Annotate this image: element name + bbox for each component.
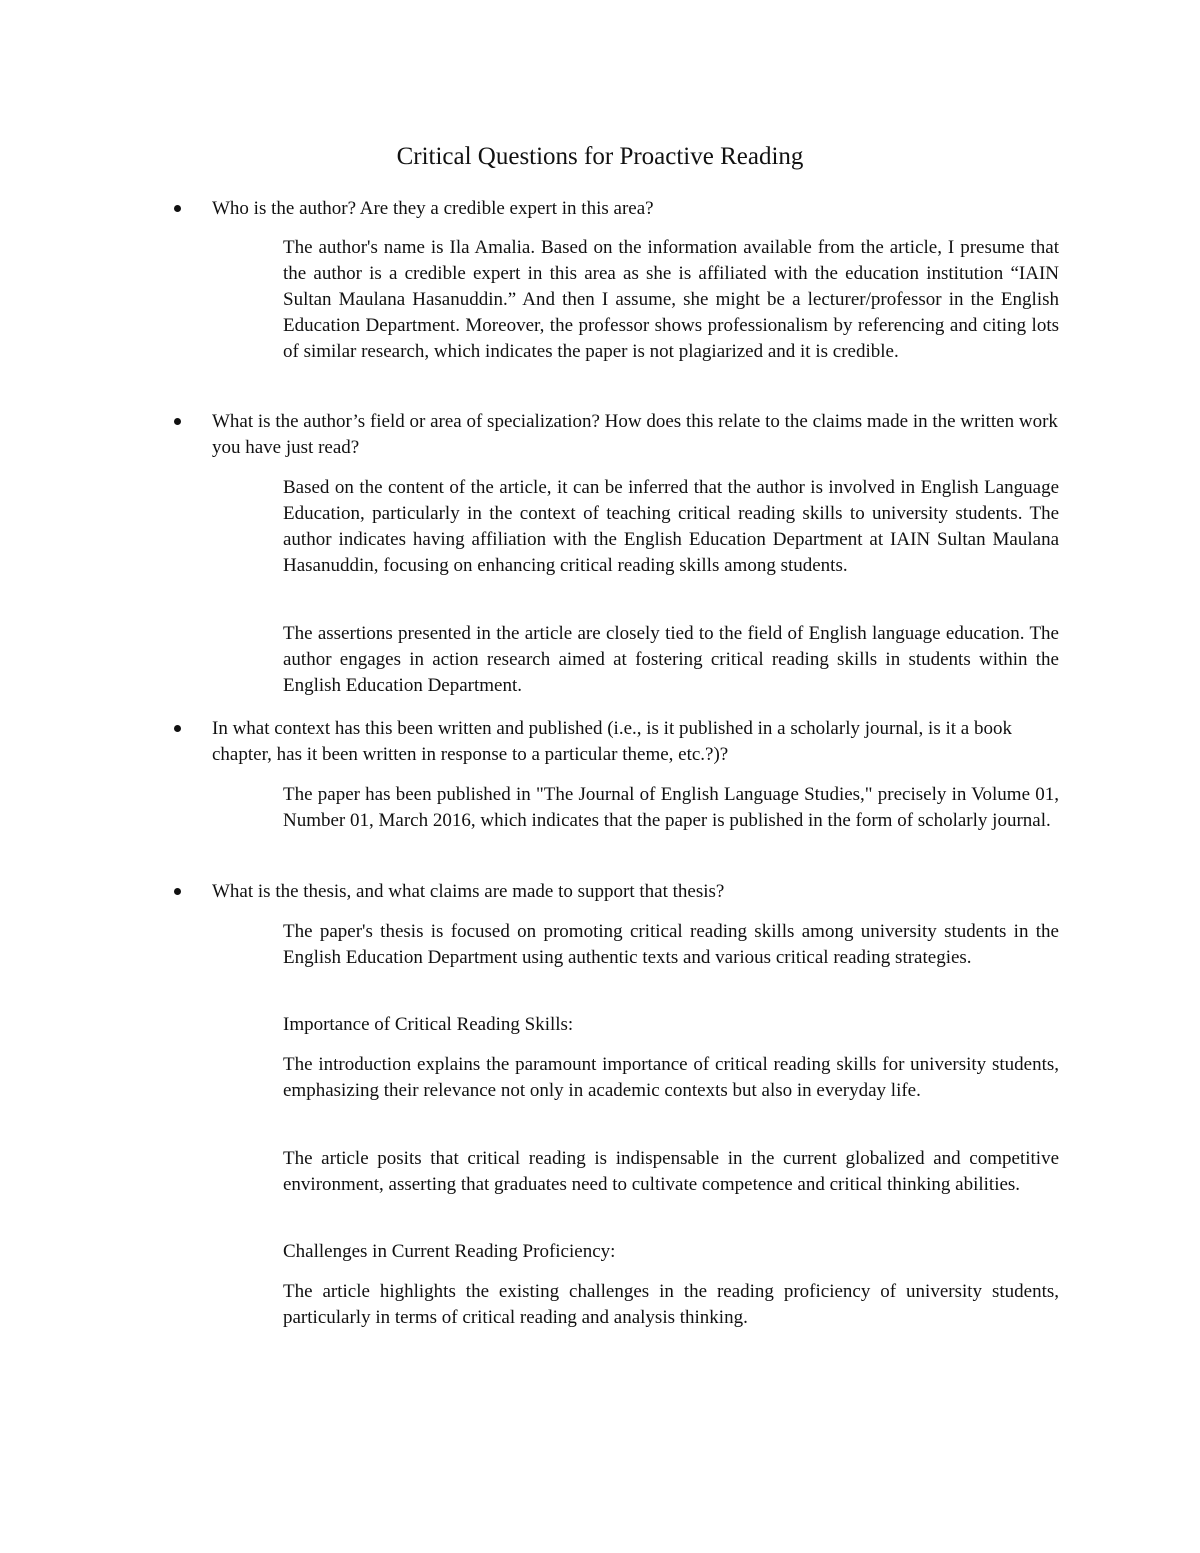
answer-paragraph: Based on the content of the article, it can be inferred that the author is involved in English Language Education, particularly in the context of teaching critical reading skills to university students. The author indicates having affiliation with the English Education Department at IAIN Sultan Maulana Hasanuddin, focusing on enhancing critical reading skills among students. bbox=[283, 477, 1059, 576]
subheading: Challenges in Current Reading Proficiency: bbox=[283, 1241, 616, 1262]
answer-paragraph: The article posits that critical reading is indispensable in the current globalized and competitive environment, asserting that graduates need to cultivate competence and critical thinking abilities. bbox=[283, 1148, 1059, 1195]
answer-4c bbox=[283, 1146, 1059, 1198]
subheading-challenges bbox=[283, 1239, 1059, 1265]
answer-paragraph: The introduction explains the paramount importance of critical reading skills for university students, emphasizing their relevance not only in academic contexts but also in everyday life. bbox=[283, 1054, 1059, 1101]
answer-4d bbox=[283, 1279, 1059, 1331]
answer-paragraph: The article highlights the existing challenges in the reading proficiency of university students, particularly in terms of critical reading and analysis thinking. bbox=[283, 1281, 1059, 1328]
answer-paragraph: The author's name is Ila Amalia. Based on the information available from the article, I presume that the author is a credible expert in this area as she is affiliated with the education institution “IAIN Sultan Maulana Hasanuddin.” And then I assume, she might be a lecturer/professor in the English Education Department. Moreover, the professor shows professionalism by referencing and citing lots of similar research, which indicates the paper is not plagiarized and it is credible. bbox=[283, 237, 1059, 362]
question-text: What is the author’s field or area of specialization? How does this relate to the claims made in the written work you have just read? bbox=[212, 411, 1058, 458]
answer-paragraph: The paper's thesis is focused on promoting critical reading skills among university students in the English Education Department using authentic texts and various critical reading strategies. bbox=[283, 921, 1059, 968]
answer-1 bbox=[283, 235, 1059, 365]
question-text: In what context has this been written and published (i.e., is it published in a scholarly journal, is it a book chapter, has it been written in response to a particular theme, etc.?)? bbox=[212, 718, 1012, 765]
answer-paragraph: The paper has been published in "The Journal of English Language Studies," precisely in Volume 01, Number 01, March 2016, which indicates that the paper is published in the form of scholarly journal. bbox=[283, 784, 1059, 831]
answer-3 bbox=[283, 782, 1059, 834]
answer-2b bbox=[283, 621, 1059, 699]
question-text: Who is the author? Are they a credible expert in this area? bbox=[212, 198, 654, 219]
answer-2a bbox=[283, 475, 1059, 579]
page-title: Critical Questions for Proactive Reading bbox=[396, 143, 804, 170]
question-text: What is the thesis, and what claims are made to support that thesis? bbox=[212, 881, 725, 902]
answer-paragraph: The assertions presented in the article are closely tied to the field of English language education. The author engages in action research aimed at fostering critical reading skills in students within the English Education Department. bbox=[283, 623, 1059, 696]
subheading-importance bbox=[283, 1012, 1059, 1038]
subheading: Importance of Critical Reading Skills: bbox=[283, 1014, 574, 1035]
answer-4a bbox=[283, 919, 1059, 971]
answer-4b bbox=[283, 1052, 1059, 1104]
